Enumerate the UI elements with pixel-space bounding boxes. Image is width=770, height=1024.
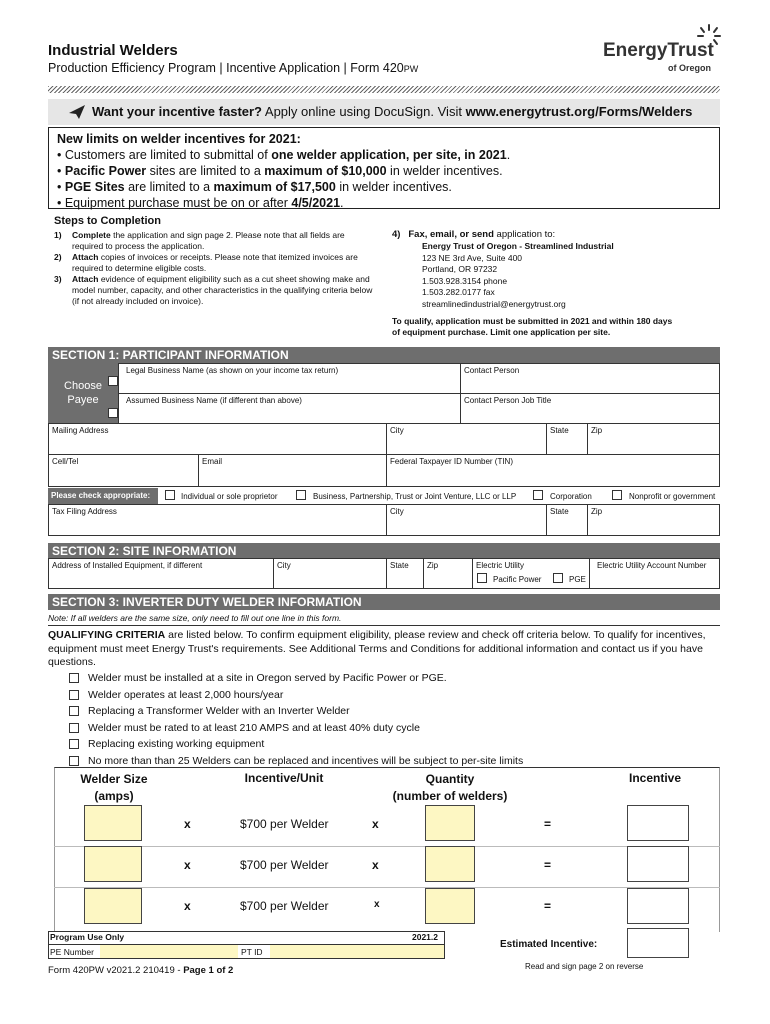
hatch-divider xyxy=(48,86,720,93)
form-id: Form 420PW v2021.2 210419 - Page 1 of 2 xyxy=(48,965,234,976)
paper-plane-icon xyxy=(68,104,86,120)
electric-utility-field: Electric Utility xyxy=(472,558,590,589)
contact-job-title-field[interactable]: Contact Person Job Title xyxy=(460,393,720,424)
tin-field[interactable]: Federal Taxpayer ID Number (TIN) xyxy=(386,454,720,487)
multiply-sign: x xyxy=(184,899,191,913)
payee-legal-checkbox[interactable] xyxy=(108,376,118,386)
version-label: 2021.2 xyxy=(412,932,438,942)
criteria-label: Replacing a Transformer Welder with an Inverter Welder xyxy=(88,705,350,717)
criteria-checkbox[interactable] xyxy=(69,706,79,716)
steps-list xyxy=(54,230,374,307)
limit-item: • PGE Sites are limited to a maximum of $17,500 in welder incentives. xyxy=(57,180,452,194)
quantity-input[interactable] xyxy=(425,888,475,924)
section3-header: SECTION 3: INVERTER DUTY WELDER INFORMATION xyxy=(48,594,720,610)
site-zip-field[interactable]: Zip xyxy=(423,558,473,589)
limit-item: • Equipment purchase must be on or after 4/5/2021. xyxy=(57,196,344,210)
criteria-label: Welder must be installed at a site in Oregon served by Pacific Power or PGE. xyxy=(88,672,447,684)
individual-label: Individual or sole proprietor xyxy=(181,492,278,501)
col-quantity: Quantity (number of welders) xyxy=(392,772,508,803)
limit-item: • Pacific Power sites are limited to a maximum of $10,000 in welder incentives. xyxy=(57,164,503,178)
business-checkbox[interactable] xyxy=(296,490,306,500)
section3-note: Note: If all welders are the same size, only need to fill out one line in this form. xyxy=(48,613,342,623)
check-appropriate-label: Please check appropriate: xyxy=(48,488,158,504)
estimated-incentive-label: Estimated Incentive: xyxy=(500,939,598,950)
email-field[interactable]: Email xyxy=(198,454,387,487)
multiply-sign: x xyxy=(372,817,379,831)
mailing-city-field[interactable]: City xyxy=(386,423,547,455)
pge-label: PGE xyxy=(569,575,586,584)
tax-filing-address-field[interactable]: Tax Filing Address xyxy=(48,504,387,536)
installed-address-field[interactable]: Address of Installed Equipment, if different xyxy=(48,558,274,589)
tax-zip-field[interactable]: Zip xyxy=(587,504,720,536)
energy-trust-logo: EnergyTrust of Oregon xyxy=(603,40,723,80)
section1-header: SECTION 1: PARTICIPANT INFORMATION xyxy=(48,347,720,363)
step-4: 4) Fax, email, or send application to: xyxy=(392,229,556,240)
welder-size-input[interactable] xyxy=(84,805,142,841)
per-welder-rate: $700 per Welder xyxy=(240,817,329,831)
nonprofit-label: Nonprofit or government xyxy=(629,492,716,501)
legal-business-name-field[interactable]: Legal Business Name (as shown on your income tax return) xyxy=(118,363,461,394)
site-city-field[interactable]: City xyxy=(273,558,387,589)
quantity-input[interactable] xyxy=(425,805,475,841)
mailing-zip-field[interactable]: Zip xyxy=(587,423,720,455)
tax-state-field[interactable]: State xyxy=(546,504,588,536)
section2-header: SECTION 2: SITE INFORMATION xyxy=(48,543,720,559)
criteria-label: No more than than 25 Welders can be replaced and incentives will be subject to per-site limits xyxy=(88,755,524,767)
steps-title: Steps to Completion xyxy=(54,215,161,227)
pe-number-input[interactable] xyxy=(100,945,238,958)
limit-item: • Customers are limited to submittal of one welder application, per site, in 2021. xyxy=(57,148,511,162)
docusign-link[interactable]: www.energytrust.org/Forms/Welders xyxy=(465,104,693,119)
multiply-sign: x xyxy=(184,858,191,872)
per-welder-rate: $700 per Welder xyxy=(240,899,329,913)
criteria-checkbox[interactable] xyxy=(69,690,79,700)
quantity-input[interactable] xyxy=(425,846,475,882)
mailing-address-field[interactable]: Mailing Address xyxy=(48,423,387,455)
corporation-checkbox[interactable] xyxy=(533,490,543,500)
mailing-state-field[interactable]: State xyxy=(546,423,588,455)
pge-checkbox[interactable] xyxy=(553,573,563,583)
table-row-divider xyxy=(54,887,720,888)
pt-id-label: PT ID xyxy=(241,947,263,957)
tax-city-field[interactable]: City xyxy=(386,504,547,536)
mailing-address-block: Energy Trust of Oregon - Streamlined Industrial 123 NE 3rd Ave, Suite 400 Portland, OR 97232 1.503.928.3154 phone 1.503.282.0177 fax streamlinedindustrial@energytrust.org xyxy=(422,241,614,309)
estimated-incentive-output[interactable] xyxy=(627,928,689,958)
step-1: 1) Complete the application and sign page 2. Please note that all fields are required to process the application. xyxy=(54,230,345,251)
criteria-checkbox[interactable] xyxy=(69,673,79,683)
equals-sign: = xyxy=(544,899,552,913)
pacific-power-label: Pacific Power xyxy=(493,575,542,584)
page-title: Industrial Welders xyxy=(48,42,178,59)
contact-person-field[interactable]: Contact Person xyxy=(460,363,720,394)
pacific-power-checkbox[interactable] xyxy=(477,573,487,583)
cell-tel-field[interactable]: Cell/Tel xyxy=(48,454,199,487)
corporation-label: Corporation xyxy=(550,492,592,501)
incentive-output[interactable] xyxy=(627,888,689,924)
per-welder-rate: $700 per Welder xyxy=(240,858,329,872)
incentive-output[interactable] xyxy=(627,805,689,841)
payee-assumed-checkbox[interactable] xyxy=(108,408,118,418)
pe-number-label: PE Number xyxy=(50,947,94,957)
program-use-label: Program Use Only xyxy=(50,932,125,942)
multiply-sign: x xyxy=(372,858,379,872)
multiply-sign: x xyxy=(374,899,380,910)
criteria-label: Welder must be rated to at least 210 AMPS and at least 40% duty cycle xyxy=(88,722,420,734)
docusign-banner: Want your incentive faster? Apply online using DocuSign. Visit www.energytrust.org/Forms/Welders xyxy=(48,99,720,125)
read-sign-note: Read and sign page 2 on reverse xyxy=(525,962,644,971)
equals-sign: = xyxy=(544,858,552,872)
note-divider xyxy=(48,625,720,626)
business-label: Business, Partnership, Trust or Joint Venture, LLC or LLP xyxy=(313,492,517,501)
criteria-checkbox[interactable] xyxy=(69,739,79,749)
welder-size-input[interactable] xyxy=(84,888,142,924)
assumed-business-name-field[interactable]: Assumed Business Name (if different than above) xyxy=(118,393,461,424)
criteria-checkbox[interactable] xyxy=(69,723,79,733)
nonprofit-checkbox[interactable] xyxy=(612,490,622,500)
utility-account-field[interactable]: Electric Utility Account Number xyxy=(589,558,720,589)
page-subtitle: Production Efficiency Program | Incentive Application | Form 420PW xyxy=(48,61,419,75)
pt-id-input[interactable] xyxy=(270,945,444,958)
step-2: 2) Attach copies of invoices or receipts. Please note that itemized invoices are required to determine eligible costs. xyxy=(54,252,358,273)
criteria-label: Replacing existing working equipment xyxy=(88,738,265,750)
choose-payee-label: Choose Payee xyxy=(48,363,118,423)
incentive-output[interactable] xyxy=(627,846,689,882)
qualifying-criteria-text: QUALIFYING CRITERIA are listed below. To confirm equipment eligibility, please review and check off criteria below. To qualify for incentives, equipment must meet Energy Trust's requirements. See Additional Terms and Conditions for additional information and contact us if you have questions. xyxy=(48,629,706,668)
limits-box: New limits on welder incentives for 2021: • Customers are limited to submittal of one welder application, per site, in 2021. • Pacific Power sites are limited to a maximum of $10,000 in welder incentives. • PGE Sites are limited to a maximum of $17,500 in welder incentives. • Equipment purchase must be on or after 4/5/2021. xyxy=(48,127,720,209)
step-3: 3) Attach evidence of equipment eligibility such as a cut sheet showing make and model number, capacity, and other characteristics in the qualifying criteria below (if not already included on invoice). xyxy=(54,274,373,306)
col-incentive: Incentive xyxy=(628,771,682,785)
criteria-label: Welder operates at least 2,000 hours/year xyxy=(88,689,284,701)
individual-checkbox[interactable] xyxy=(165,490,175,500)
criteria-checkbox[interactable] xyxy=(69,756,79,766)
email-link[interactable]: streamlinedindustrial@energytrust.org xyxy=(422,298,566,309)
table-row-divider xyxy=(54,846,720,847)
site-state-field[interactable]: State xyxy=(386,558,424,589)
equals-sign: = xyxy=(544,817,552,831)
welder-size-input[interactable] xyxy=(84,846,142,882)
col-incentive-unit: Incentive/Unit xyxy=(244,771,324,785)
qualify-note: To qualify, application must be submitted in 2021 and within 180 days of equipment purchase. Limit one application per site. xyxy=(392,316,673,337)
multiply-sign: x xyxy=(184,817,191,831)
col-welder-size: Welder Size (amps) xyxy=(80,772,148,803)
